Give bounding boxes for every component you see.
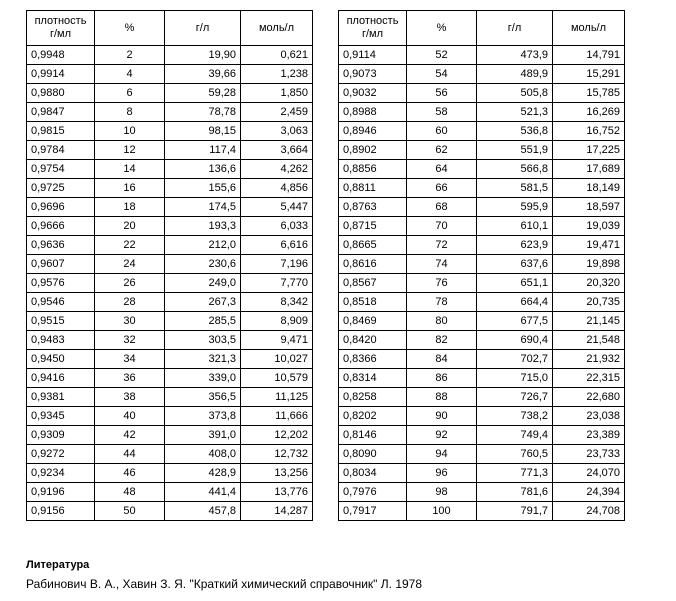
cell-density: 0,9847 (27, 103, 95, 122)
cell-molpl: 7,196 (241, 255, 313, 274)
cell-density: 0,9515 (27, 312, 95, 331)
cell-gpl: 505,8 (477, 84, 553, 103)
cell-density: 0,9483 (27, 331, 95, 350)
cell-percent: 62 (407, 141, 477, 160)
cell-gpl: 59,28 (165, 84, 241, 103)
cell-gpl: 738,2 (477, 407, 553, 426)
table-row (339, 483, 625, 502)
table-row (27, 198, 313, 217)
table-row (339, 255, 625, 274)
cell-percent: 28 (95, 293, 165, 312)
cell-density: 0,9196 (27, 483, 95, 502)
table-row (27, 483, 313, 502)
cell-percent: 34 (95, 350, 165, 369)
table-row (339, 369, 625, 388)
cell-density: 0,9696 (27, 198, 95, 217)
cell-gpl: 473,9 (477, 46, 553, 65)
cell-molpl: 6,616 (241, 236, 313, 255)
cell-percent: 8 (95, 103, 165, 122)
table-row (27, 312, 313, 331)
header-density: плотность г/мл (27, 11, 95, 46)
table-row (27, 464, 313, 483)
cell-gpl: 19,90 (165, 46, 241, 65)
cell-gpl: 249,0 (165, 274, 241, 293)
table-row (27, 46, 313, 65)
cell-percent: 42 (95, 426, 165, 445)
cell-density: 0,9272 (27, 445, 95, 464)
cell-molpl: 24,070 (553, 464, 625, 483)
cell-density: 0,7917 (339, 502, 407, 521)
table-row (339, 46, 625, 65)
table-row (339, 179, 625, 198)
header-percent: % (407, 11, 477, 46)
literature-reference: Рабинович В. А., Хавин З. Я. "Краткий химический справочник" Л. 1978 (26, 577, 423, 591)
cell-molpl: 19,039 (553, 217, 625, 236)
cell-molpl: 20,320 (553, 274, 625, 293)
cell-molpl: 10,027 (241, 350, 313, 369)
cell-percent: 94 (407, 445, 477, 464)
cell-gpl: 408,0 (165, 445, 241, 464)
cell-density: 0,9450 (27, 350, 95, 369)
cell-percent: 80 (407, 312, 477, 331)
cell-gpl: 356,5 (165, 388, 241, 407)
cell-percent: 14 (95, 160, 165, 179)
cell-gpl: 391,0 (165, 426, 241, 445)
cell-gpl: 637,6 (477, 255, 553, 274)
cell-gpl: 791,7 (477, 502, 553, 521)
cell-molpl: 20,735 (553, 293, 625, 312)
cell-gpl: 339,0 (165, 369, 241, 388)
cell-gpl: 373,8 (165, 407, 241, 426)
cell-molpl: 11,666 (241, 407, 313, 426)
density-table-left (26, 10, 313, 521)
table-row (339, 388, 625, 407)
cell-molpl: 15,785 (553, 84, 625, 103)
cell-density: 0,9914 (27, 65, 95, 84)
cell-density: 0,9345 (27, 407, 95, 426)
cell-gpl: 536,8 (477, 122, 553, 141)
cell-percent: 4 (95, 65, 165, 84)
cell-gpl: 595,9 (477, 198, 553, 217)
table-row (27, 274, 313, 293)
cell-density: 0,9309 (27, 426, 95, 445)
table-row (339, 217, 625, 236)
literature-heading: Литература (26, 559, 90, 571)
cell-percent: 24 (95, 255, 165, 274)
cell-density: 0,9636 (27, 236, 95, 255)
cell-molpl: 21,145 (553, 312, 625, 331)
table-row (27, 160, 313, 179)
cell-molpl: 16,269 (553, 103, 625, 122)
table-row (339, 84, 625, 103)
cell-percent: 78 (407, 293, 477, 312)
cell-percent: 100 (407, 502, 477, 521)
table-row (339, 331, 625, 350)
cell-density: 0,9576 (27, 274, 95, 293)
cell-gpl: 664,4 (477, 293, 553, 312)
table-row (339, 198, 625, 217)
cell-molpl: 18,597 (553, 198, 625, 217)
cell-percent: 16 (95, 179, 165, 198)
cell-percent: 72 (407, 236, 477, 255)
cell-gpl: 521,3 (477, 103, 553, 122)
cell-density: 0,8715 (339, 217, 407, 236)
cell-percent: 70 (407, 217, 477, 236)
table-row (27, 369, 313, 388)
cell-density: 0,8366 (339, 350, 407, 369)
cell-percent: 44 (95, 445, 165, 464)
table-row (27, 350, 313, 369)
cell-density: 0,8090 (339, 445, 407, 464)
cell-molpl: 23,389 (553, 426, 625, 445)
cell-percent: 88 (407, 388, 477, 407)
cell-gpl: 321,3 (165, 350, 241, 369)
cell-density: 0,9815 (27, 122, 95, 141)
cell-gpl: 610,1 (477, 217, 553, 236)
cell-percent: 46 (95, 464, 165, 483)
table-row (339, 426, 625, 445)
cell-percent: 30 (95, 312, 165, 331)
table-row (339, 407, 625, 426)
cell-density: 0,8202 (339, 407, 407, 426)
cell-molpl: 6,033 (241, 217, 313, 236)
cell-gpl: 136,6 (165, 160, 241, 179)
header-gpl: г/л (477, 11, 553, 46)
cell-gpl: 155,6 (165, 179, 241, 198)
cell-density: 0,8518 (339, 293, 407, 312)
cell-gpl: 760,5 (477, 445, 553, 464)
cell-gpl: 39,66 (165, 65, 241, 84)
cell-molpl: 12,732 (241, 445, 313, 464)
cell-gpl: 677,5 (477, 312, 553, 331)
density-table-right (338, 10, 625, 521)
cell-molpl: 16,752 (553, 122, 625, 141)
cell-density: 0,8420 (339, 331, 407, 350)
cell-gpl: 193,3 (165, 217, 241, 236)
cell-density: 0,8763 (339, 198, 407, 217)
cell-molpl: 17,689 (553, 160, 625, 179)
cell-percent: 96 (407, 464, 477, 483)
cell-density: 0,9416 (27, 369, 95, 388)
cell-density: 0,8034 (339, 464, 407, 483)
cell-molpl: 21,932 (553, 350, 625, 369)
table-row (27, 65, 313, 84)
table-row (339, 293, 625, 312)
table-row (27, 217, 313, 236)
cell-molpl: 14,287 (241, 502, 313, 521)
table-row (339, 160, 625, 179)
cell-molpl: 5,447 (241, 198, 313, 217)
table-row (27, 502, 313, 521)
table-row (27, 236, 313, 255)
table-row (339, 312, 625, 331)
table-row (27, 255, 313, 274)
cell-molpl: 24,708 (553, 502, 625, 521)
table-row (339, 274, 625, 293)
table-row (27, 331, 313, 350)
cell-percent: 10 (95, 122, 165, 141)
cell-percent: 40 (95, 407, 165, 426)
cell-molpl: 3,063 (241, 122, 313, 141)
table-row (339, 350, 625, 369)
cell-gpl: 212,0 (165, 236, 241, 255)
cell-density: 0,9725 (27, 179, 95, 198)
header-density: плотность г/мл (339, 11, 407, 46)
table-row (27, 445, 313, 464)
header-molpl: моль/л (241, 11, 313, 46)
cell-gpl: 174,5 (165, 198, 241, 217)
cell-density: 0,8811 (339, 179, 407, 198)
table-row (27, 426, 313, 445)
cell-percent: 48 (95, 483, 165, 502)
table-row (27, 103, 313, 122)
cell-gpl: 781,6 (477, 483, 553, 502)
cell-percent: 76 (407, 274, 477, 293)
cell-molpl: 22,680 (553, 388, 625, 407)
cell-molpl: 10,579 (241, 369, 313, 388)
cell-density: 0,9754 (27, 160, 95, 179)
cell-molpl: 24,394 (553, 483, 625, 502)
cell-molpl: 22,315 (553, 369, 625, 388)
cell-percent: 58 (407, 103, 477, 122)
cell-gpl: 441,4 (165, 483, 241, 502)
cell-density: 0,7976 (339, 483, 407, 502)
cell-percent: 92 (407, 426, 477, 445)
cell-density: 0,9546 (27, 293, 95, 312)
cell-density: 0,8988 (339, 103, 407, 122)
cell-percent: 82 (407, 331, 477, 350)
table-header-row (339, 11, 625, 46)
cell-percent: 50 (95, 502, 165, 521)
cell-molpl: 12,202 (241, 426, 313, 445)
cell-density: 0,8146 (339, 426, 407, 445)
cell-density: 0,9156 (27, 502, 95, 521)
density-tables (26, 10, 650, 537)
cell-density: 0,8856 (339, 160, 407, 179)
cell-molpl: 4,856 (241, 179, 313, 198)
cell-density: 0,8946 (339, 122, 407, 141)
cell-gpl: 267,3 (165, 293, 241, 312)
table-row (27, 179, 313, 198)
cell-molpl: 2,459 (241, 103, 313, 122)
cell-percent: 38 (95, 388, 165, 407)
cell-gpl: 489,9 (477, 65, 553, 84)
cell-molpl: 23,733 (553, 445, 625, 464)
table-row (27, 141, 313, 160)
cell-percent: 86 (407, 369, 477, 388)
cell-molpl: 1,238 (241, 65, 313, 84)
cell-density: 0,9114 (339, 46, 407, 65)
cell-density: 0,8314 (339, 369, 407, 388)
header-gpl: г/л (165, 11, 241, 46)
cell-molpl: 23,038 (553, 407, 625, 426)
cell-gpl: 117,4 (165, 141, 241, 160)
cell-gpl: 457,8 (165, 502, 241, 521)
cell-gpl: 285,5 (165, 312, 241, 331)
table-row (339, 464, 625, 483)
cell-molpl: 19,471 (553, 236, 625, 255)
cell-molpl: 13,776 (241, 483, 313, 502)
cell-gpl: 78,78 (165, 103, 241, 122)
cell-molpl: 18,149 (553, 179, 625, 198)
cell-gpl: 428,9 (165, 464, 241, 483)
cell-molpl: 1,850 (241, 84, 313, 103)
cell-density: 0,8469 (339, 312, 407, 331)
cell-molpl: 8,909 (241, 312, 313, 331)
cell-gpl: 303,5 (165, 331, 241, 350)
cell-percent: 90 (407, 407, 477, 426)
cell-density: 0,8567 (339, 274, 407, 293)
cell-molpl: 0,621 (241, 46, 313, 65)
table-row (339, 141, 625, 160)
cell-percent: 84 (407, 350, 477, 369)
cell-percent: 6 (95, 84, 165, 103)
cell-percent: 26 (95, 274, 165, 293)
table-row (339, 122, 625, 141)
cell-gpl: 551,9 (477, 141, 553, 160)
header-percent: % (95, 11, 165, 46)
cell-gpl: 98,15 (165, 122, 241, 141)
table-header-row (27, 11, 313, 46)
cell-gpl: 581,5 (477, 179, 553, 198)
cell-molpl: 19,898 (553, 255, 625, 274)
cell-molpl: 14,791 (553, 46, 625, 65)
cell-percent: 60 (407, 122, 477, 141)
table-row (339, 445, 625, 464)
cell-molpl: 17,225 (553, 141, 625, 160)
cell-percent: 66 (407, 179, 477, 198)
cell-density: 0,8616 (339, 255, 407, 274)
cell-gpl: 771,3 (477, 464, 553, 483)
cell-density: 0,9234 (27, 464, 95, 483)
cell-gpl: 623,9 (477, 236, 553, 255)
header-molpl: моль/л (553, 11, 625, 46)
cell-percent: 68 (407, 198, 477, 217)
cell-molpl: 4,262 (241, 160, 313, 179)
cell-density: 0,9381 (27, 388, 95, 407)
table-row (27, 84, 313, 103)
cell-density: 0,9032 (339, 84, 407, 103)
table-row (27, 388, 313, 407)
cell-gpl: 651,1 (477, 274, 553, 293)
cell-density: 0,8902 (339, 141, 407, 160)
table-row (339, 502, 625, 521)
cell-percent: 32 (95, 331, 165, 350)
cell-molpl: 8,342 (241, 293, 313, 312)
cell-density: 0,9880 (27, 84, 95, 103)
cell-percent: 36 (95, 369, 165, 388)
cell-molpl: 9,471 (241, 331, 313, 350)
table-row (339, 236, 625, 255)
cell-density: 0,9073 (339, 65, 407, 84)
cell-gpl: 749,4 (477, 426, 553, 445)
cell-density: 0,9666 (27, 217, 95, 236)
cell-percent: 18 (95, 198, 165, 217)
cell-percent: 12 (95, 141, 165, 160)
cell-gpl: 690,4 (477, 331, 553, 350)
cell-density: 0,8258 (339, 388, 407, 407)
cell-percent: 64 (407, 160, 477, 179)
cell-percent: 22 (95, 236, 165, 255)
table-row (27, 293, 313, 312)
cell-density: 0,8665 (339, 236, 407, 255)
cell-molpl: 13,256 (241, 464, 313, 483)
table-row (27, 407, 313, 426)
table-body-right (339, 46, 625, 521)
cell-gpl: 702,7 (477, 350, 553, 369)
cell-gpl: 715,0 (477, 369, 553, 388)
cell-percent: 74 (407, 255, 477, 274)
cell-percent: 54 (407, 65, 477, 84)
cell-molpl: 7,770 (241, 274, 313, 293)
cell-percent: 56 (407, 84, 477, 103)
cell-molpl: 11,125 (241, 388, 313, 407)
cell-density: 0,9784 (27, 141, 95, 160)
cell-percent: 20 (95, 217, 165, 236)
cell-percent: 52 (407, 46, 477, 65)
cell-molpl: 3,664 (241, 141, 313, 160)
cell-density: 0,9607 (27, 255, 95, 274)
cell-density: 0,9948 (27, 46, 95, 65)
table-row (27, 122, 313, 141)
cell-gpl: 726,7 (477, 388, 553, 407)
cell-molpl: 21,548 (553, 331, 625, 350)
cell-gpl: 566,8 (477, 160, 553, 179)
table-row (339, 65, 625, 84)
cell-gpl: 230,6 (165, 255, 241, 274)
table-body-left (27, 46, 313, 521)
table-row (339, 103, 625, 122)
cell-percent: 2 (95, 46, 165, 65)
cell-percent: 98 (407, 483, 477, 502)
cell-molpl: 15,291 (553, 65, 625, 84)
